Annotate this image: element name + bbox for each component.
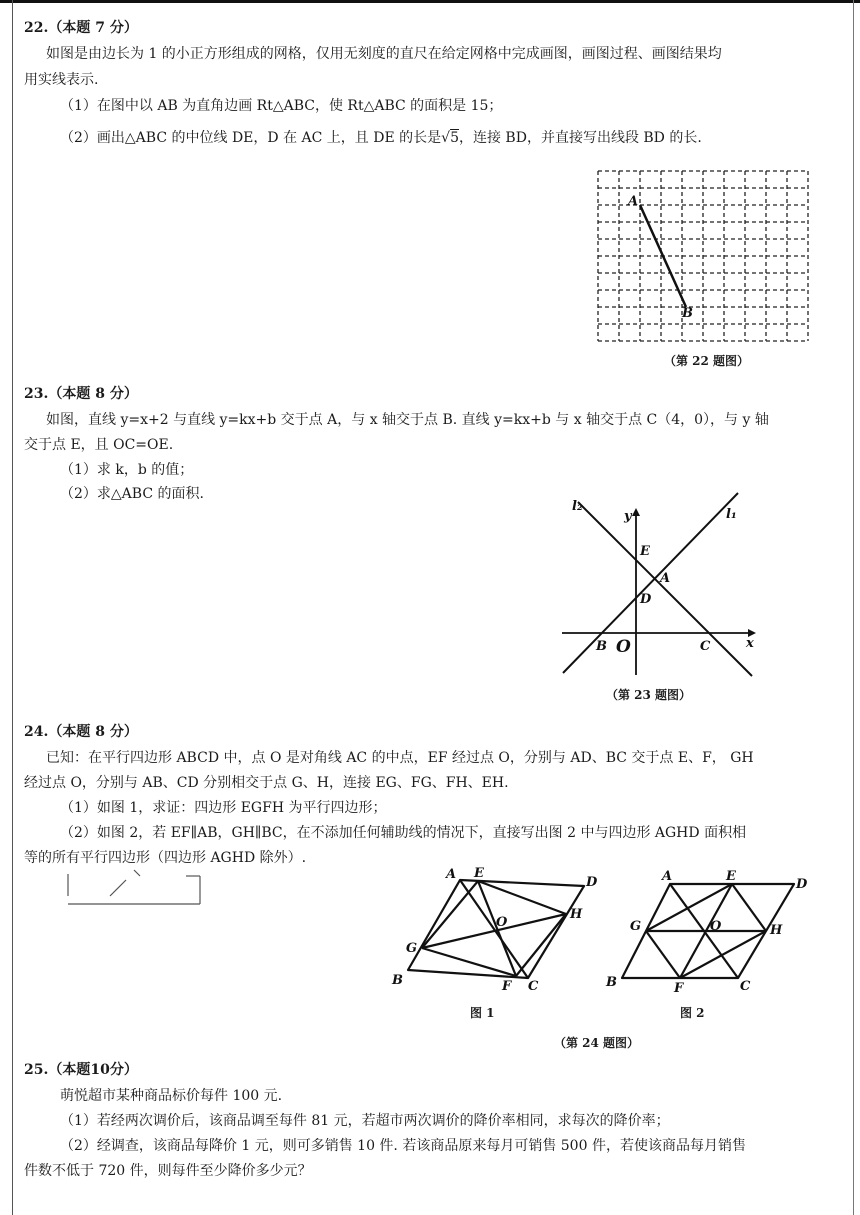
line-l1 <box>563 493 738 673</box>
fig2-caption: 图 2 <box>680 1006 705 1020</box>
page-right-edge <box>853 0 854 1215</box>
sqrt-value: 5 <box>450 130 459 146</box>
q24-stem-line2: 经过点 O，分别与 AB、CD 分别相交于点 G、H，连接 EG、FG、FH、EH. <box>24 775 509 791</box>
q24-figure-1 <box>390 866 610 996</box>
q24-part2-line1: （2）如图 2，若 EF∥AB，GH∥BC，在不添加任何辅助线的情况下，直接写出图 2 中与四边形 AGHD 面积相 <box>60 825 747 841</box>
q22-part2-text-b: ，连接 BD，并直接写出线段 BD 的长. <box>458 130 702 146</box>
fig1-label-a: A <box>446 867 457 882</box>
q23-figure-caption: （第 23 题图） <box>606 688 692 702</box>
page-top-border <box>0 0 860 3</box>
q24-part1: （1）如图 1，求证：四边形 EGFH 为平行四边形； <box>60 800 387 816</box>
q24-figure-2 <box>600 866 820 996</box>
q23-title: 23.（本题 8 分） <box>24 386 138 402</box>
q23-part2: （2）求△ABC 的面积. <box>60 486 204 502</box>
fig2-label-g: G <box>630 919 642 934</box>
q25-part2-line1: （2）经调查，该商品每降价 1 元，则可多销售 10 件. 若该商品原来每月可销售 500 件，若使该商品每月销售 <box>60 1138 746 1154</box>
fig1-caption: 图 1 <box>470 1006 495 1020</box>
page-left-edge <box>12 0 13 1215</box>
point-e-label: E <box>640 544 650 559</box>
point-a-label: A <box>660 571 671 586</box>
fig1-label-e: E <box>474 866 484 881</box>
line-l1-label: l₁ <box>726 507 737 522</box>
y-axis-arrow <box>632 508 640 516</box>
q25-title: 25.（本题10分） <box>24 1062 138 1078</box>
q23-stem-line2: 交于点 E，且 OC=OE. <box>24 437 174 453</box>
q22-part2-text-a: （2）画出△ABC 的中位线 DE，D 在 AC 上，且 DE 的长是 <box>60 130 442 146</box>
q25-stem: 萌悦超市某种商品标价每件 100 元. <box>60 1088 283 1104</box>
q22-part1: （1）在图中以 AB 为直角边画 Rt△ABC，使 Rt△ABC 的面积是 15； <box>60 98 503 114</box>
q22-stem-line2: 用实线表示. <box>24 72 99 88</box>
fig2-label-c: C <box>740 979 751 994</box>
fig1-label-f: F <box>502 979 512 994</box>
q25-part2-line2: 件数不低于 720 件，则每件至少降价多少元？ <box>24 1163 312 1179</box>
q22-grid-figure <box>598 171 810 343</box>
fig1-label-b: B <box>392 973 403 988</box>
q23-part1: （1）求 k，b 的值； <box>60 462 194 478</box>
line-l2-label: l₂ <box>572 499 583 514</box>
fig1-label-c: C <box>528 979 539 994</box>
q25-part1: （1）若经两次调价后，该商品调至每件 81 元，若超市两次调价的降价率相同，求每次的降价率； <box>60 1113 670 1129</box>
fig2-label-e: E <box>726 869 736 884</box>
q22-stem-line1: 如图是由边长为 1 的小正方形组成的网格，仅用无刻度的直尺在给定网格中完成画图，画图过程、画图结果均 <box>46 46 722 62</box>
fig1-label-g: G <box>406 941 418 956</box>
q23-graph-figure <box>560 490 770 680</box>
q22-title: 22.（本题 7 分） <box>24 20 138 36</box>
fig2-label-f: F <box>674 981 684 996</box>
q24-figure-caption: （第 24 题图） <box>554 1036 640 1050</box>
q24-title: 24.（本题 8 分） <box>24 724 138 740</box>
segment-ab <box>640 205 686 307</box>
pencil-scribble <box>60 866 210 912</box>
fig1-label-o: O <box>496 915 508 930</box>
point-c-label: C <box>700 639 711 654</box>
y-axis-label: y <box>624 509 632 524</box>
fig2-label-b: B <box>606 975 617 990</box>
fig2-label-o: O <box>710 919 722 934</box>
point-b-label: B <box>682 306 693 321</box>
fig1-label-h: H <box>570 907 583 922</box>
q24-part2-line2: 等的所有平行四边形（四边形 AGHD 除外）. <box>24 850 307 866</box>
point-b-label: B <box>596 639 607 654</box>
fig2-label-d: D <box>796 877 808 892</box>
point-a-label: A <box>628 194 639 209</box>
sqrt-sign: √ <box>441 130 451 146</box>
fig2-label-h: H <box>770 923 783 938</box>
x-axis-label: x <box>746 636 754 651</box>
q22-figure-caption: （第 22 题图） <box>664 354 750 368</box>
fig1-label-d: D <box>586 875 598 890</box>
point-d-label: D <box>640 592 652 607</box>
fig2-label-a: A <box>662 869 673 884</box>
q22-part2 <box>60 128 702 148</box>
q24-stem-line1: 已知：在平行四边形 ABCD 中，点 O 是对角线 AC 的中点，EF 经过点 O，分别与 AD、BC 交于点 E、F， GH <box>46 750 754 766</box>
origin-label: O <box>616 637 631 657</box>
q23-stem-line1: 如图，直线 y=x+2 与直线 y=kx+b 交于点 A，与 x 轴交于点 B. 直线 y=kx+b 与 x 轴交于点 C（4，0），与 y 轴 <box>46 412 769 428</box>
